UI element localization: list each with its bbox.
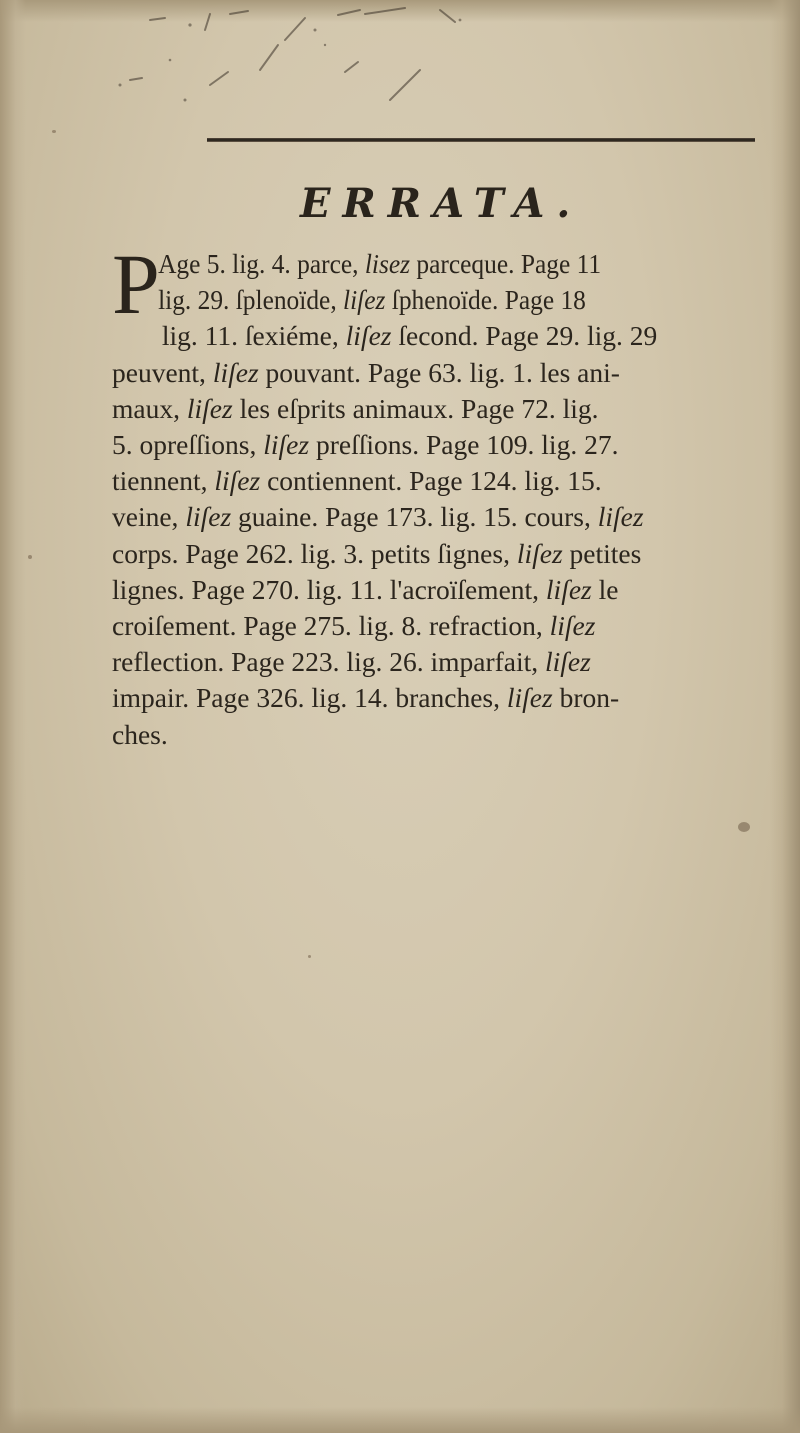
errata-segment: preſſions. Page 109. lig. 27. [309, 429, 619, 461]
foxing-spot [28, 555, 32, 559]
errata-line [112, 572, 772, 608]
correction-marker: liſez [516, 537, 563, 569]
correction-marker: liſez [549, 610, 596, 642]
errata-text [112, 236, 772, 753]
errata-line [112, 427, 772, 463]
correction-marker: liſez [185, 501, 232, 533]
errata-segment: parceque. Page 11 [410, 248, 602, 279]
errata-segment: Age 5. lig. 4. parce, [158, 248, 365, 279]
errata-line [112, 536, 772, 572]
errata-line [112, 391, 772, 427]
correction-marker: liſez [186, 392, 233, 424]
header-rule [207, 138, 755, 142]
correction-marker: liſez [545, 646, 591, 678]
errata-line [112, 608, 772, 644]
errata-line [112, 680, 772, 716]
page-title: ERRATA. [300, 180, 583, 227]
errata-segment: veine, [112, 501, 186, 533]
correction-marker: liſez [506, 682, 553, 714]
errata-segment: croiſement. Page 275. lig. 8. refraction, [112, 610, 550, 642]
errata-segment: ſphenoïde. Page 18 [385, 284, 586, 316]
errata-segment: les eſprits animaux. Page 72. lig. [232, 392, 599, 424]
errata-segment: le [591, 573, 619, 605]
errata-segment: lig. 29. ſplenoïde, [158, 284, 344, 316]
errata-line [112, 499, 772, 535]
errata-line [112, 318, 772, 354]
correction-marker: lisez [364, 248, 411, 279]
errata-segment: ches. [112, 718, 168, 750]
errata-line [112, 463, 772, 499]
errata-segment: maux, [112, 392, 187, 424]
correction-marker: liſez [212, 356, 259, 388]
errata-segment: tiennent, [112, 465, 215, 497]
errata-segment: 5. opreſſions, [112, 429, 264, 461]
errata-line [112, 246, 722, 282]
errata-segment: lig. 11. ſexiéme, [161, 320, 346, 352]
correction-marker: liſez [545, 573, 592, 605]
errata-segment: corps. Page 262. lig. 3. petits ſignes, [112, 537, 517, 569]
errata-segment: guaine. Page 173. lig. 15. cours, [231, 501, 598, 533]
errata-segment: contiennent. Page 124. lig. 15. [260, 465, 602, 497]
errata-segment: petites [562, 537, 642, 569]
errata-segment: bron- [552, 682, 620, 714]
correction-marker: liſez [343, 284, 386, 316]
ink-bleed-through [110, 0, 490, 110]
page-edge-bottom [0, 1407, 800, 1433]
correction-marker: liſez [263, 429, 310, 461]
correction-marker: liſez [214, 465, 261, 497]
errata-line [112, 644, 772, 680]
foxing-spot [52, 130, 56, 133]
errata-segment: peuvent, [112, 356, 213, 388]
errata-line [112, 355, 772, 391]
page-edge-left [0, 0, 26, 1433]
errata-line [112, 282, 722, 318]
foxing-spot [308, 955, 311, 958]
errata-segment: impair. Page 326. lig. 14. branches, [112, 682, 507, 714]
errata-segment: pouvant. Page 63. lig. 1. les ani- [258, 356, 620, 388]
page-edge-right [770, 0, 800, 1433]
errata-segment: ſecond. Page 29. lig. 29 [391, 320, 658, 352]
errata-segment: reflection. Page 223. lig. 26. imparfait, [112, 646, 546, 678]
foxing-spot [738, 822, 750, 832]
ink-bleed-marks [110, 0, 490, 110]
correction-marker: liſez [345, 320, 392, 352]
correction-marker: liſez [597, 501, 644, 533]
drop-cap: P [112, 236, 160, 332]
errata-segment: lignes. Page 270. lig. 11. l'acroïſement, [112, 573, 546, 605]
errata-line [112, 717, 772, 753]
